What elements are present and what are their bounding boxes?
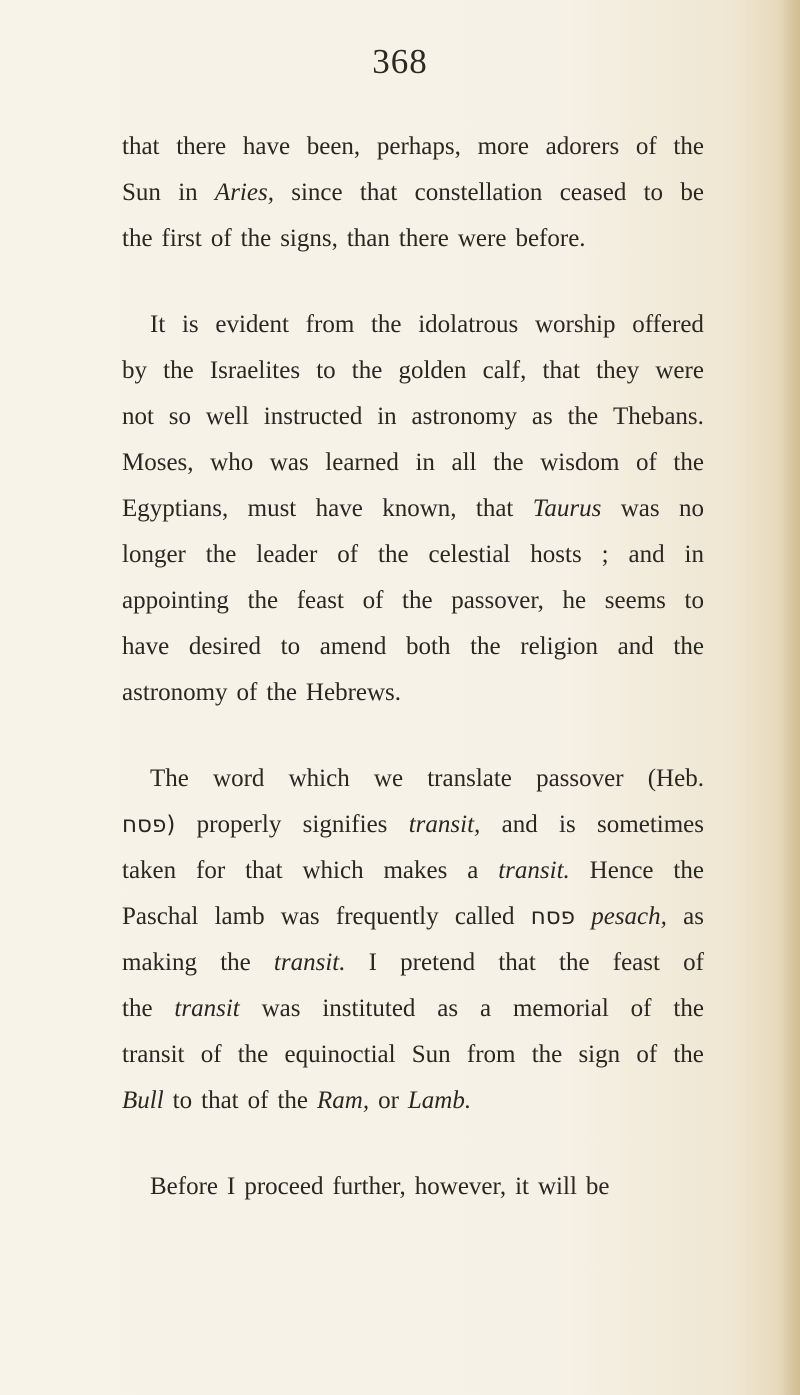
word: and xyxy=(501,811,538,838)
word: as xyxy=(531,403,553,430)
word: pretend xyxy=(400,949,476,976)
word: transit. xyxy=(498,857,570,884)
word: that xyxy=(475,495,514,522)
paragraph xyxy=(122,1164,704,1210)
word: appointing xyxy=(122,587,229,614)
text-line xyxy=(122,1032,704,1078)
word: a xyxy=(467,857,479,884)
word: Hence xyxy=(589,857,654,884)
word: the xyxy=(402,587,433,614)
word: further, xyxy=(332,1173,406,1200)
word: Thebans. xyxy=(612,403,704,430)
word: Moses, xyxy=(122,449,194,476)
word: passover xyxy=(536,765,624,792)
word: of xyxy=(247,1087,269,1114)
word: the xyxy=(567,403,599,430)
word: as xyxy=(683,903,704,930)
word: than xyxy=(346,225,390,252)
word: of xyxy=(337,541,359,568)
word: amend xyxy=(319,633,387,660)
word: be xyxy=(585,1173,610,1200)
word: from xyxy=(305,311,355,338)
word: the xyxy=(205,541,237,568)
word: the xyxy=(673,857,704,884)
word: which xyxy=(288,765,350,792)
word: must xyxy=(247,495,297,522)
word: Taurus xyxy=(532,495,602,522)
text-line xyxy=(122,756,704,802)
word: however, xyxy=(414,1173,507,1200)
word: of xyxy=(630,995,652,1022)
text-line xyxy=(122,802,704,848)
word: a xyxy=(480,995,492,1022)
word: to xyxy=(316,357,336,384)
word: have xyxy=(242,133,291,160)
word: well xyxy=(205,403,249,430)
word: Hebrews. xyxy=(305,679,402,706)
word: signifies xyxy=(302,811,388,838)
word: frequently xyxy=(335,903,439,930)
word: as xyxy=(437,995,459,1022)
word: feast xyxy=(612,949,660,976)
word: transit. xyxy=(273,949,346,976)
paragraph xyxy=(122,756,704,1124)
word: the xyxy=(237,1041,269,1068)
word: in xyxy=(684,541,704,568)
word: to xyxy=(643,179,664,206)
word: makes xyxy=(383,857,448,884)
paragraph xyxy=(122,302,704,716)
word: Sun xyxy=(411,1041,451,1068)
word: the xyxy=(266,679,297,706)
word: astronomy xyxy=(411,403,518,430)
word: so xyxy=(168,403,192,430)
word: both xyxy=(406,633,451,660)
word: feast xyxy=(296,587,344,614)
word: pesach, xyxy=(591,903,667,930)
text-line xyxy=(122,894,704,940)
word: in xyxy=(415,449,435,476)
text-line xyxy=(122,348,704,394)
word: the xyxy=(122,995,153,1022)
body-text xyxy=(122,124,704,1210)
word: was xyxy=(269,449,309,476)
word: the xyxy=(220,949,251,976)
word: before. xyxy=(515,225,586,252)
word: memorial xyxy=(512,995,609,1022)
word: of xyxy=(210,225,232,252)
word: of xyxy=(362,587,384,614)
word: golden xyxy=(398,357,467,384)
paragraph xyxy=(122,124,704,262)
word: making xyxy=(122,949,197,976)
word: the xyxy=(470,633,501,660)
word: sign xyxy=(578,1041,621,1068)
word: worship xyxy=(534,311,616,338)
word: the xyxy=(673,133,704,160)
word: that xyxy=(359,179,398,206)
word: ; xyxy=(601,541,609,568)
word: in xyxy=(377,403,397,430)
word: Ram, xyxy=(317,1087,370,1114)
word: been, xyxy=(306,133,361,160)
word: and xyxy=(628,541,665,568)
word: or xyxy=(378,1087,399,1114)
word: there xyxy=(176,133,227,160)
word: by xyxy=(122,357,147,384)
word: transit, xyxy=(408,811,481,838)
word: seems xyxy=(604,587,666,614)
text-line xyxy=(122,1078,704,1124)
word: that xyxy=(122,133,160,160)
word: the xyxy=(531,1041,563,1068)
word: no xyxy=(678,495,704,522)
word: constellation xyxy=(414,179,543,206)
word: the xyxy=(673,1041,704,1068)
word: Egyptians, xyxy=(122,495,229,522)
word: The xyxy=(150,765,189,792)
word: that xyxy=(498,949,536,976)
text-line xyxy=(122,440,704,486)
word: desired xyxy=(188,633,262,660)
word: the xyxy=(673,995,704,1022)
word: we xyxy=(373,765,404,792)
word: who xyxy=(210,449,254,476)
word: all xyxy=(451,449,477,476)
word: the xyxy=(122,225,153,252)
word: known, xyxy=(382,495,457,522)
text-line xyxy=(122,1164,704,1210)
word: It xyxy=(150,311,166,338)
word: they xyxy=(596,357,640,384)
word: have xyxy=(315,495,363,522)
word: not xyxy=(122,403,154,430)
word: celestial xyxy=(428,541,511,568)
word: Aries, xyxy=(214,179,274,206)
word: for xyxy=(196,857,226,884)
word: the xyxy=(673,633,704,660)
word: word xyxy=(213,765,265,792)
word: transit xyxy=(174,995,240,1022)
word: to xyxy=(172,1087,193,1114)
word: that xyxy=(542,357,581,384)
word: that xyxy=(245,857,283,884)
word: of xyxy=(636,1041,658,1068)
word: the xyxy=(559,949,590,976)
text-line xyxy=(122,940,704,986)
word: the xyxy=(247,587,279,614)
word: the xyxy=(163,357,194,384)
word: first xyxy=(161,225,202,252)
word: wisdom xyxy=(540,449,620,476)
word: offered xyxy=(632,311,704,338)
text-line xyxy=(122,986,704,1032)
word: of xyxy=(236,679,258,706)
word: Lamb. xyxy=(407,1087,472,1114)
word: the xyxy=(493,449,524,476)
word: longer xyxy=(122,541,186,568)
word: there xyxy=(398,225,449,252)
word: instituted xyxy=(322,995,416,1022)
page-edge-shading xyxy=(778,0,800,1395)
word: will xyxy=(538,1173,577,1200)
word: of xyxy=(200,1041,222,1068)
word: astronomy xyxy=(122,679,228,706)
word: the xyxy=(378,541,409,568)
word: called xyxy=(454,903,515,930)
word: from xyxy=(466,1041,516,1068)
text-line xyxy=(122,848,704,894)
word: have xyxy=(122,633,170,660)
page-number: 368 xyxy=(372,42,428,81)
word: instructed xyxy=(263,403,363,430)
word: signs, xyxy=(280,225,338,252)
text-line xyxy=(122,624,704,670)
paragraph-gap xyxy=(122,1124,704,1164)
word: taken xyxy=(122,857,177,884)
word: which xyxy=(302,857,364,884)
text-line xyxy=(122,302,704,348)
word: and xyxy=(617,633,654,660)
text-line xyxy=(122,124,704,170)
word: was xyxy=(261,995,301,1022)
word: the xyxy=(277,1087,308,1114)
hebrew-word: פסח xyxy=(530,904,576,930)
word: calf, xyxy=(482,357,527,384)
word: is xyxy=(181,311,199,338)
paragraph-gap xyxy=(122,262,704,302)
word: of xyxy=(636,449,657,476)
word: perhaps, xyxy=(376,133,461,160)
word: proceed xyxy=(244,1173,324,1200)
word: translate xyxy=(427,765,512,792)
word: of xyxy=(635,133,657,160)
word: to xyxy=(684,587,704,614)
word: Bull xyxy=(122,1087,164,1114)
word: I xyxy=(227,1173,236,1200)
word: evident xyxy=(215,311,289,338)
word: equinoctial xyxy=(284,1041,396,1068)
text-line xyxy=(122,532,704,578)
word: it xyxy=(515,1173,529,1200)
word: ceased xyxy=(559,179,627,206)
word: were xyxy=(457,225,507,252)
word: sometimes xyxy=(597,811,704,838)
word: the xyxy=(240,225,272,252)
word: that xyxy=(201,1087,239,1114)
word: the xyxy=(370,311,402,338)
word: idolatrous xyxy=(418,311,519,338)
word: since xyxy=(291,179,343,206)
word: adorers xyxy=(545,133,620,160)
word: more xyxy=(477,133,529,160)
word: Paschal xyxy=(122,903,199,930)
text-line xyxy=(122,216,704,262)
word: properly xyxy=(196,811,282,838)
text-line xyxy=(122,486,704,532)
word: Israelites xyxy=(209,357,301,384)
word: was xyxy=(620,495,660,522)
word: leader xyxy=(256,541,318,568)
word: Sun xyxy=(122,179,161,206)
word: be xyxy=(680,179,704,206)
word: lamb xyxy=(214,903,265,930)
word: of xyxy=(683,949,704,976)
word: passover, xyxy=(451,587,544,614)
word: hosts xyxy=(530,541,582,568)
hebrew-word: פסח) xyxy=(122,812,176,838)
paragraph-gap xyxy=(122,716,704,756)
word: is xyxy=(559,811,576,838)
word: (Heb. xyxy=(647,765,704,792)
text-line xyxy=(122,670,704,716)
text-line xyxy=(122,170,704,216)
word: transit xyxy=(122,1041,185,1068)
word: he xyxy=(562,587,587,614)
text-line xyxy=(122,578,704,624)
word: religion xyxy=(520,633,599,660)
word: learned xyxy=(325,449,399,476)
text-line xyxy=(122,394,704,440)
word: to xyxy=(280,633,301,660)
word: were xyxy=(655,357,704,384)
word: Before xyxy=(150,1173,219,1200)
word: was xyxy=(280,903,320,930)
word: in xyxy=(178,179,198,206)
word: the xyxy=(351,357,383,384)
word: the xyxy=(673,449,704,476)
word: I xyxy=(368,949,377,976)
